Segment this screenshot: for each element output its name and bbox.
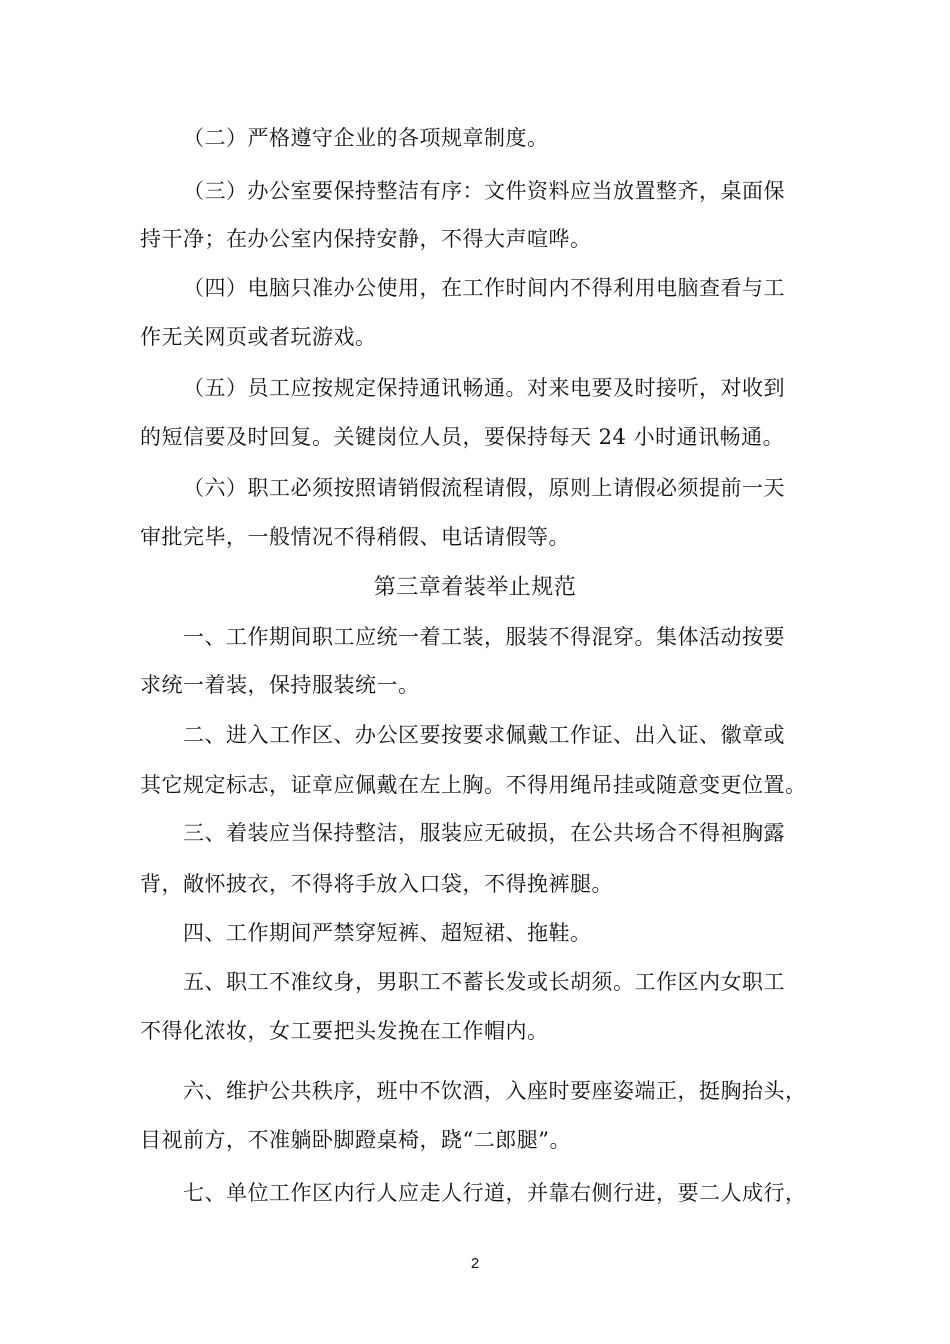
- paragraph-line: （二）严格遵守企业的各项规章制度。: [183, 126, 549, 150]
- paragraph-line: 七、单位工作区内行人应走人行道，并靠右侧行进，要二人成行，: [183, 1181, 807, 1205]
- paragraph-line: 一、工作期间职工应统一着工装，服装不得混穿。集体活动按要: [183, 625, 785, 649]
- paragraph-line: 目视前方，不准躺卧脚蹬桌椅，跷“二郎腿”。: [140, 1128, 571, 1152]
- paragraph-line: （五）员工应按规定保持通讯畅通。对来电要及时接听，对收到: [183, 376, 785, 400]
- paragraph-line: 六、维护公共秩序，班中不饮酒，入座时要座姿端正，挺胸抬头，: [183, 1079, 807, 1103]
- paragraph-line: 四、工作期间严禁穿短裤、超短裙、拖鞋。: [183, 921, 592, 945]
- paragraph-line: 不得化浓妆，女工要把头发挽在工作帽内。: [140, 1019, 549, 1043]
- paragraph-line: （四）电脑只准办公使用，在工作时间内不得利用电脑查看与工: [183, 276, 785, 300]
- paragraph-line: 持干净；在办公室内保持安静，不得大声喧哗。: [140, 227, 592, 251]
- paragraph-line: 其它规定标志，证章应佩戴在左上胸。不得用绳吊挂或随意变更位置。: [140, 773, 807, 797]
- paragraph-line: 二、进入工作区、办公区要按要求佩戴工作证、出入证、徽章或: [183, 723, 785, 747]
- paragraph-line: 背，敞怀披衣，不得将手放入口袋，不得挽裤腿。: [140, 872, 613, 896]
- paragraph-line: 五、职工不准纹身，男职工不蓄长发或长胡须。工作区内女职工: [183, 970, 785, 994]
- paragraph-line: 三、着装应当保持整洁，服装应无破损，在公共场合不得袒胸露: [183, 821, 785, 845]
- paragraph-line: 审批完毕，一般情况不得稍假、电话请假等。: [140, 525, 570, 549]
- paragraph-line: 作无关网页或者玩游戏。: [140, 325, 377, 349]
- paragraph-line: （六）职工必须按照请销假流程请假，原则上请假必须提前一天: [183, 476, 785, 500]
- paragraph-line: 的短信要及时回复。关键岗位人员，要保持每天 24 小时通讯畅通。: [140, 425, 785, 449]
- paragraph-line: （三）办公室要保持整洁有序：文件资料应当放置整齐，桌面保: [183, 179, 785, 203]
- chapter-heading: 第三章着装举止规范: [373, 575, 577, 600]
- paragraph-line: 求统一着装，保持服装统一。: [140, 673, 420, 697]
- page-number: 2: [470, 1255, 480, 1272]
